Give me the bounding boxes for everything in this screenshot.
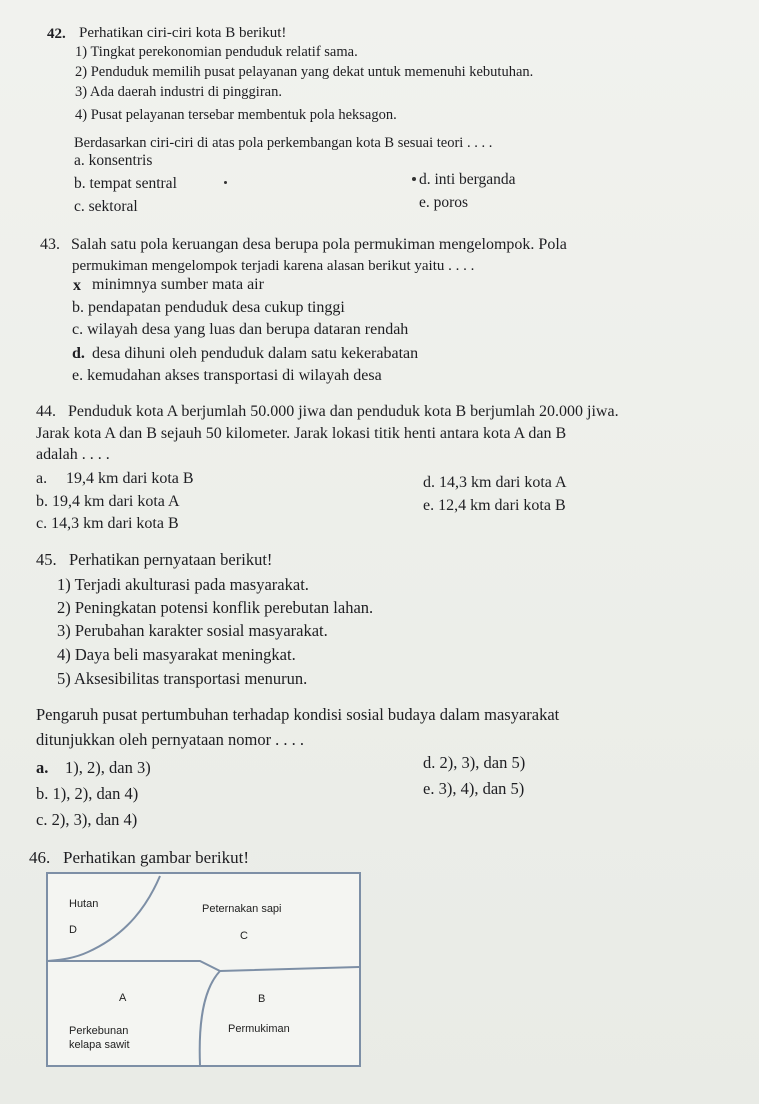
q42-item-1: 1) Tingkat perekonomian penduduk relatif sama. [75, 44, 358, 60]
q43-stem-line1: Salah satu pola keruangan desa berupa pola permukiman mengelompok. Pola [71, 236, 567, 253]
q42-stem: Perhatikan ciri-ciri kota B berikut! [79, 25, 287, 41]
map-label-c: C [240, 930, 248, 942]
q44-option-e[interactable]: e. 12,4 km dari kota B [423, 497, 566, 514]
q43-option-c[interactable]: c. wilayah desa yang luas dan berupa dataran rendah [72, 321, 409, 338]
q43-option-e[interactable]: e. kemudahan akses transportasi di wilayah desa [72, 367, 382, 384]
map-label-hutan: Hutan [69, 898, 99, 910]
q42-option-d[interactable]: d. inti berganda [419, 171, 516, 188]
q44-option-a-marked-letter: a. [36, 470, 48, 487]
q45-item-4: 4) Daya beli masyarakat meningkat. [57, 645, 296, 664]
map-label-a: A [119, 992, 127, 1004]
pencil-dot-mark [224, 181, 227, 184]
q43-option-d-marked-letter: d. [72, 345, 85, 362]
q45-question-line1: Pengaruh pusat pertumbuhan terhadap kondisi sosial budaya dalam masyarakat [36, 705, 560, 724]
q42-option-e[interactable]: e. poros [419, 194, 469, 211]
q43-option-d[interactable]: desa dihuni oleh penduduk dalam satu kekerabatan [92, 345, 419, 362]
q45-number: 45. [36, 550, 57, 569]
q42-option-b[interactable]: b. tempat sentral [74, 175, 177, 192]
q43-stem-line2: permukiman mengelompok terjadi karena alasan berikut yaitu . . . . [72, 258, 475, 274]
q42-question: Berdasarkan ciri-ciri di atas pola perkembangan kota B sesuai teori . . . . [74, 135, 493, 151]
answer-mark-dot [412, 177, 416, 181]
q45-item-2: 2) Peningkatan potensi konflik perebutan lahan. [57, 598, 374, 617]
land-use-map [46, 872, 361, 1067]
q44-stem-line2: Jarak kota A dan B sejauh 50 kilometer. Jarak lokasi titik henti antara kota A dan B [36, 425, 567, 442]
q44-option-a[interactable]: 19,4 km dari kota B [66, 470, 194, 487]
q44-number: 44. [36, 403, 56, 420]
q46-number: 46. [29, 848, 51, 867]
q42-option-c[interactable]: c. sektoral [74, 198, 138, 215]
q42-number: 42. [47, 26, 66, 42]
map-label-perkebunan-2: kelapa sawit [69, 1039, 130, 1051]
q45-question-line2: ditunjukkan oleh pernyataan nomor . . . . [36, 730, 305, 749]
q44-option-d[interactable]: d. 14,3 km dari kota A [423, 474, 567, 491]
q45-option-c[interactable]: c. 2), 3), dan 4) [36, 810, 138, 829]
q45-item-5: 5) Aksesibilitas transportasi menurun. [57, 669, 308, 688]
q44-option-b[interactable]: b. 19,4 km dari kota A [36, 493, 180, 510]
q43-number: 43. [40, 236, 60, 253]
q44-stem-line1: Penduduk kota A berjumlah 50.000 jiwa dan penduduk kota B berjumlah 20.000 jiwa. [68, 403, 619, 420]
q43-option-b[interactable]: b. pendapatan penduduk desa cukup tinggi [72, 299, 345, 316]
boundary-perkebunan-permukiman [200, 971, 220, 1065]
q42-item-4: 4) Pusat pelayanan tersebar membentuk pola heksagon. [75, 107, 397, 123]
map-label-permukiman: Permukiman [228, 1023, 290, 1035]
q45-item-1: 1) Terjadi akulturasi pada masyarakat. [57, 575, 309, 594]
q45-stem: Perhatikan pernyataan berikut! [69, 550, 273, 569]
q45-option-a[interactable]: 1), 2), dan 3) [65, 758, 151, 777]
q45-option-a-marked-letter: a. [36, 758, 49, 777]
q45-item-3: 3) Perubahan karakter sosial masyarakat. [57, 621, 328, 640]
map-label-d: D [69, 924, 77, 936]
q45-option-d[interactable]: d. 2), 3), dan 5) [423, 753, 526, 772]
q45-option-e[interactable]: e. 3), 4), dan 5) [423, 779, 525, 798]
map-label-b: B [258, 993, 266, 1005]
q42-item-2: 2) Penduduk memilih pusat pelayanan yang dekat untuk memenuhi kebutuhan. [75, 64, 534, 80]
boundary-north-south [48, 961, 359, 971]
map-label-perkebunan-1: Perkebunan [69, 1025, 129, 1037]
map-label-peternakan: Peternakan sapi [202, 903, 282, 915]
q45-option-b[interactable]: b. 1), 2), dan 4) [36, 784, 139, 803]
boundary-hutan-peternakan [48, 876, 160, 961]
q46-stem: Perhatikan gambar berikut! [63, 848, 249, 867]
q44-option-c[interactable]: c. 14,3 km dari kota B [36, 515, 179, 532]
q43-option-a[interactable]: minimnya sumber mata air [92, 276, 264, 293]
q44-stem-line3: adalah . . . . [36, 446, 110, 463]
q43-option-a-marked-letter: x [73, 277, 81, 294]
q42-item-3: 3) Ada daerah industri di pinggiran. [75, 84, 282, 100]
q42-option-a[interactable]: a. konsentris [74, 152, 153, 169]
